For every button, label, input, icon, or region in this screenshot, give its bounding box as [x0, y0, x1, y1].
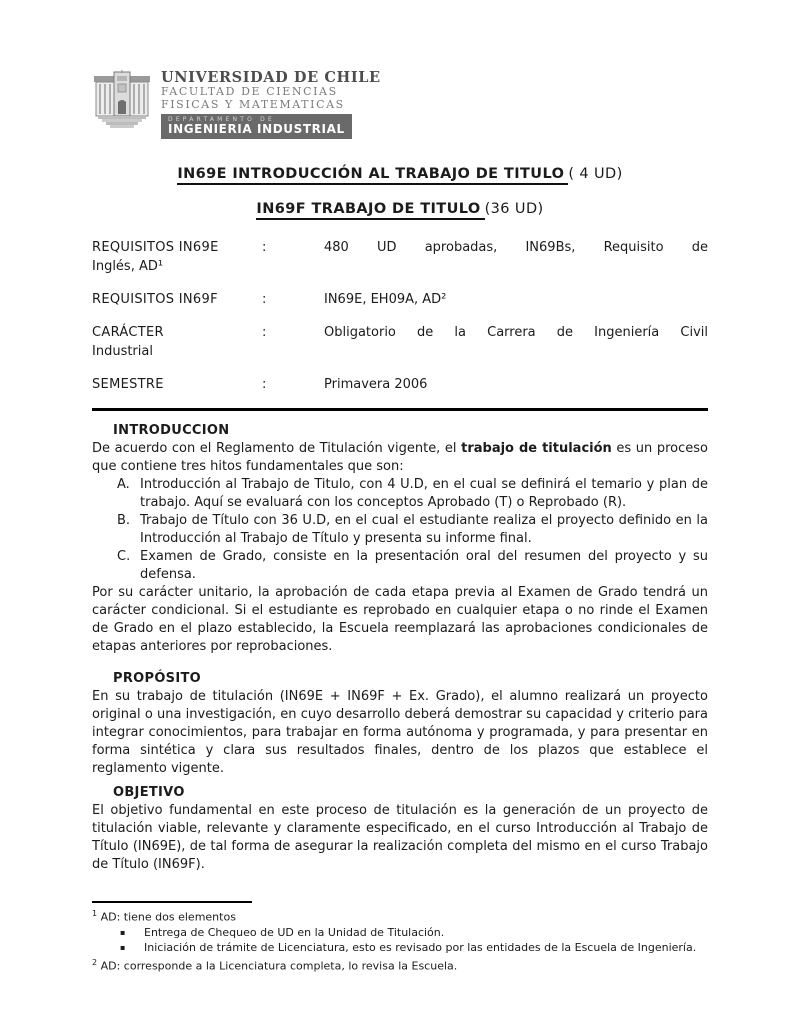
course-title-in69e-credits: ( 4 UD) — [568, 166, 623, 182]
footnote-1-text: AD: tiene dos elementos — [97, 910, 236, 924]
section-divider-rule — [92, 408, 708, 411]
list-item-text: Trabajo de Título con 36 U.D, en el cual el estudiante realiza el proyecto definido en la Introducción al Trabajo de Título y presenta su informe final. — [140, 513, 708, 546]
info-value-continuation: Inglés, AD¹ — [92, 259, 164, 274]
info-value: 480 UD aprobadas, IN69Bs, Requisito de — [324, 240, 708, 255]
info-label: REQUISITOS IN69F — [92, 292, 218, 307]
footnote-1-bullet-1 — [92, 925, 708, 940]
list-item-c — [92, 548, 708, 584]
footnote-2 — [92, 955, 708, 974]
department-box — [161, 114, 352, 139]
bullet-square-icon: ▪ — [120, 942, 126, 952]
course-title-in69e-underlined: IN69E INTRODUCCIÓN AL TRABAJO DE TITULO — [177, 166, 568, 185]
faculty-name-line2: FISICAS Y MATEMATICAS — [161, 98, 345, 111]
info-value: Obligatorio de la Carrera de Ingeniería Civil — [324, 325, 708, 340]
course-title-in69f-credits: (36 UD) — [484, 201, 544, 217]
info-colon: : — [262, 325, 267, 340]
faculty-name-line1: FACULTAD DE CIENCIAS — [161, 85, 338, 98]
introduccion-closing-paragraph: Por su carácter unitario, la aprobación de cada etapa previa al Examen de Grado tendrá un carácter condicional. Si el estudiante es reprobado en cualquier etapa o no rinde el Examen de Grado en el plazo establecido, la Escuela reemplazará las aprobaciones condicionales de etapas anteriores por reprobaciones. — [92, 585, 708, 654]
list-item-b — [92, 512, 708, 548]
info-block-requisitos-in69f — [92, 290, 708, 309]
footnote-1-bullet-2 — [92, 940, 708, 955]
footnote-1 — [92, 906, 708, 925]
list-marker: C. — [117, 549, 131, 564]
footnote-2-text: AD: corresponde a la Licenciatura completa, lo revisa la Escuela. — [97, 959, 458, 973]
department-name: INGENIERIA INDUSTRIAL — [168, 122, 345, 136]
info-row — [92, 238, 708, 257]
logo-text-block — [161, 70, 381, 139]
info-block-requisitos-in69e — [92, 238, 708, 276]
footnote-1-marker: 1 — [92, 909, 98, 918]
spacer — [92, 656, 708, 670]
university-logo — [92, 69, 708, 136]
proposito-paragraph: En su trabajo de titulación (IN69E + IN69F + Ex. Grado), el alumno realizará un proyecto original o una investigación, en cuyo desarrollo deberá demostrar su capacidad y criterio para integrar conocimientos, para trabajar en forma autónoma y programada, y para presentar en forma sintética y clara sus resultados finales, dentro de los plazos que establece el reglamento vigente. — [92, 689, 708, 776]
list-item-text: Introducción al Trabajo de Titulo, con 4 U.D, en el cual se definirá el temario y plan de trabajo. Aquí se evaluará con los conceptos Aprobado (T) o Reprobado (R). — [140, 477, 708, 510]
footnotes-area — [92, 901, 708, 973]
intro-text-bold: trabajo de titulación — [461, 441, 612, 456]
info-value: IN69E, EH09A, AD² — [324, 292, 447, 307]
footnote-2-marker: 2 — [92, 957, 98, 967]
course-title-in69e — [92, 166, 708, 182]
info-value-continuation: Industrial — [92, 344, 153, 359]
list-item-a — [92, 476, 708, 512]
list-marker: A. — [117, 477, 130, 492]
bullet-square-icon: ▪ — [120, 927, 126, 937]
info-colon: : — [262, 240, 267, 255]
info-label: REQUISITOS IN69E — [92, 240, 219, 255]
info-label: SEMESTRE — [92, 377, 164, 392]
footnote-separator-rule — [92, 901, 252, 903]
department-label: DEPARTAMENTO DE — [168, 116, 275, 123]
info-row — [92, 323, 708, 342]
info-row — [92, 375, 708, 394]
section-heading-objetivo: OBJETIVO — [113, 785, 185, 800]
course-title-in69f-underlined: IN69F TRABAJO DE TITULO — [256, 201, 484, 220]
info-block-caracter — [92, 323, 708, 361]
intro-text-part2: es un proceso que contiene tres hitos fundamentales que son: — [92, 441, 708, 474]
list-marker: B. — [117, 513, 131, 528]
info-row — [92, 290, 708, 309]
list-item-text: Examen de Grado, consiste en la presentación oral del resumen del proyecto y su defensa. — [140, 549, 708, 582]
info-colon: : — [262, 377, 267, 392]
section-heading-proposito: PROPÓSITO — [113, 671, 201, 686]
info-block-semestre — [92, 375, 708, 394]
intro-text-part1: De acuerdo con el Reglamento de Titulación vigente, el — [92, 441, 462, 456]
footnote-bullet-text: Entrega de Chequeo de UD en la Unidad de Titulación. — [144, 925, 445, 939]
introduccion-lead-paragraph — [92, 440, 708, 476]
section-heading-introduccion: INTRODUCCION — [113, 423, 230, 438]
university-name: UNIVERSIDAD DE CHILE — [161, 69, 381, 86]
course-title-in69f — [92, 201, 708, 217]
info-colon: : — [262, 292, 267, 307]
info-label: CARÁCTER — [92, 325, 164, 340]
objetivo-paragraph: El objetivo fundamental en este proceso de titulación es la generación de un proyecto de titulación viable, relevante y claramente especificado, en el curso Introducción al Trabajo de Título (IN69E), de tal forma de asegurar la realización completa del mismo en el curso Trabajo de Título (IN69F). — [92, 803, 708, 872]
footnote-bullet-text: Iniciación de trámite de Licenciatura, esto es revisado por las entidades de la Escuela de Ingeniería. — [144, 940, 697, 954]
info-value: Primavera 2006 — [324, 377, 428, 392]
university-crest-icon — [92, 70, 152, 130]
